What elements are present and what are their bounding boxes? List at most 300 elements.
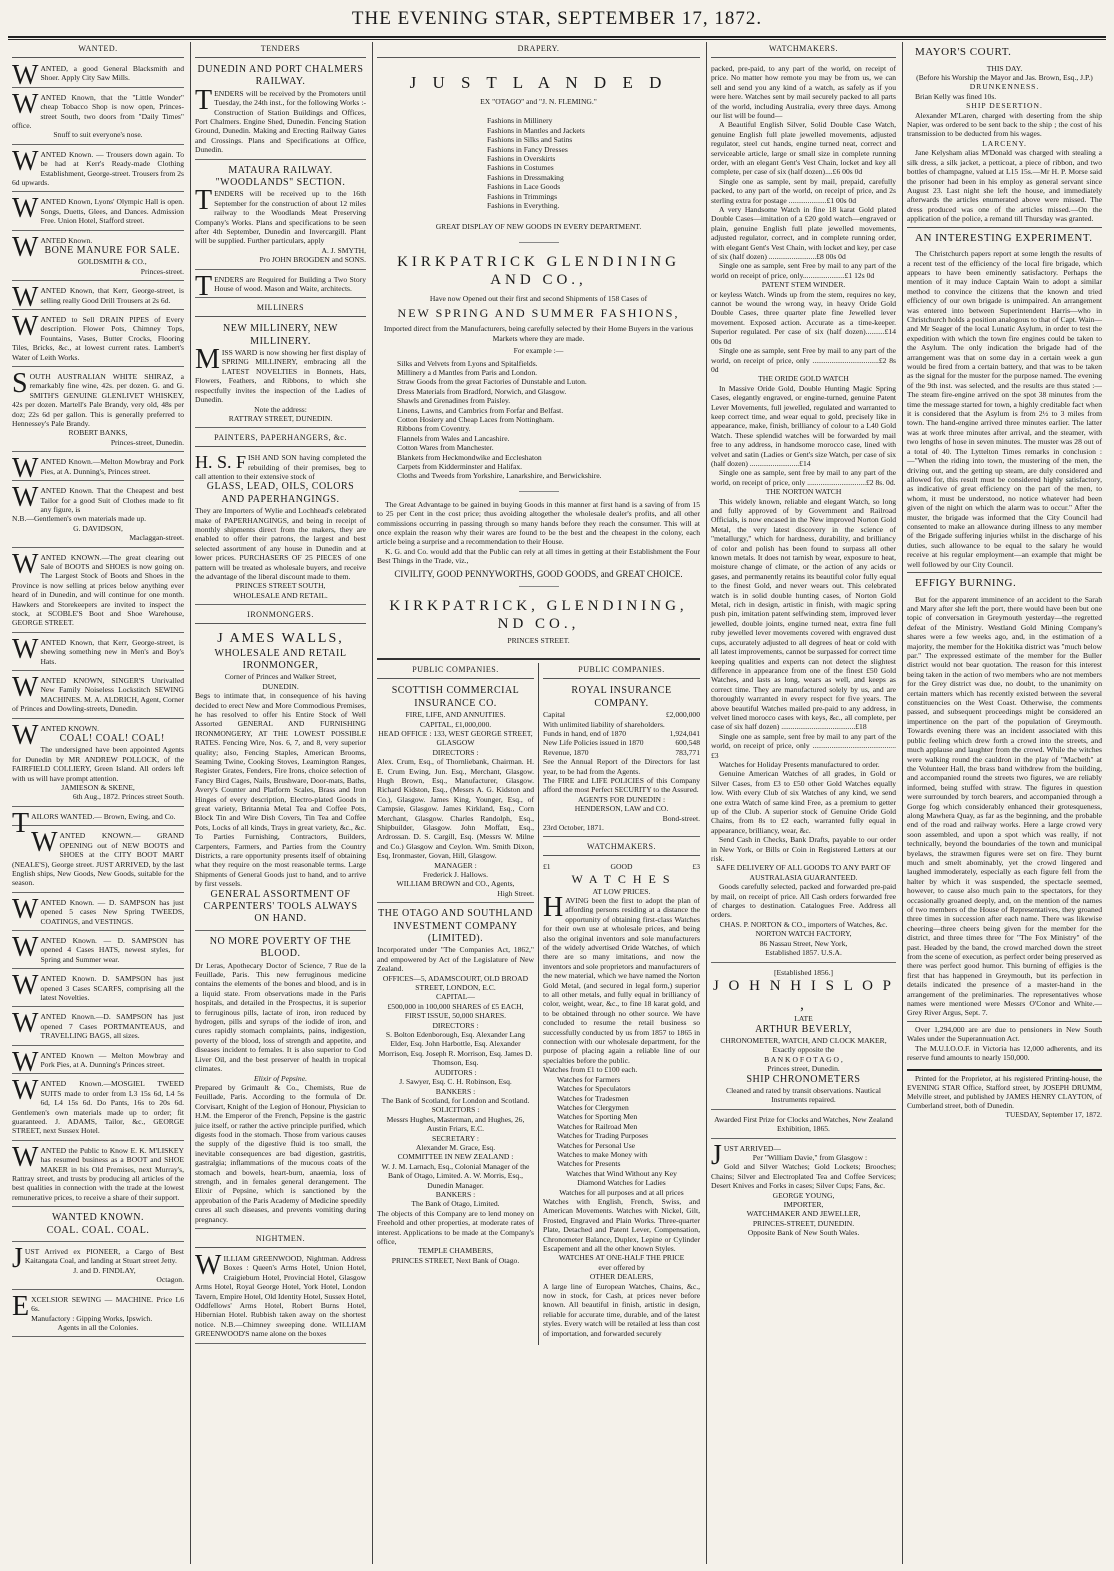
- drop-cap: W: [12, 548, 39, 580]
- divider: [519, 491, 559, 492]
- ad-text: ANTED Known. That the Cheapest and best Tailor for a good Suit of Clothes made to fit any figure, is: [40, 486, 184, 514]
- ad-text-line: [12, 145, 184, 188]
- wanted-ad: [12, 548, 184, 633]
- ad-text: Manufactory : Gipping Works, Ipswich.: [31, 1313, 153, 1323]
- ad-text: In Massive Oride Gold, Double Hunting Magic Spring Cases, elegantly engraved, or engine-turned, genuine Patent Lever Movements, full jewelled, regulated and warranted to keep correct time, and wear equal to gold, precisely like in appearance, make, finish, brilliancy of colour to a L40 Gold Watch. These splendid watches will be forwarded by mail free to any address, in handsome morocco case, lined with velvet and satin (Ladies or Gent's size Watch, per case of six (half dozen) ..........................£14: [711, 383, 896, 468]
- ad-text: This widely known, reliable and elegant Watch, so long and fully approved of by Government and Railroad Officials, is now encased in the New improved Norton Gold Metal, the very latest discovery in the science of "metallurgy," which for hardness, durability, and brilliancy of color and polish has been found to surpass all other known metals. It does not tarnish by wear, exposure to heat, moisture change of climate, or the action of any acids or gases, and permanently retains its beautiful color fully equal to the finest Gold, and never wears out. This celebrated watch is in solid double hunting cases, of Norton Gold Metal, rich in design, artistic in finish, with magic spring push pin, imitation patent selfwinding stem, improved lever jewelled, double joints, engine turned neat, extra fine full ruby jewelled lever movements covered with engraved dust cups, accurately adjusted to all degrees of heat or cold with all latest improvements, cannot be surpassed for correct time keeping qualities and experts can not detect the slightest difference in appearance from one of the finest £50 Gold Watches, and lasts as long, wears as well, and keeps as correct time. They are manufactured solely by us, and are thoroughly warranted in every respect for five years. The above beautiful Watches mailed pre-paid to any address, in velvet lined morocco cases with keys, &c., all complete, per case of six half dozen) .......................................£18: [711, 496, 896, 732]
- ad-text: They are Importers of Wylie and Lochhead's celebrated make of PAPERHANGINGS, and being in receipt of monthly shipments direct from the makers, they are enabled to offer their patrons, the largest and best selected assortment of any house in Dunedin and at lower prices. PURCHASERS OF 25 PIECES of one pattern will be treated as wholesale buyers, and receive the advantage of the liberal discount made to them.: [195, 506, 366, 582]
- section-header-watchmakers: WATCHMAKERS.: [543, 840, 700, 856]
- ad-text: ANTED the Public to Know E. K. M'LISKEY has resumed business as a BOOT and SHOE MAKER in his Old Premises, next Murray's, Rattray street, and trusts by producing all articles of the best qualities in connection with the trade at the lowest remunerative prices, to receive a share of their support.: [12, 1145, 184, 1202]
- ad-award: [711, 1113, 896, 1139]
- ad-text: ANTED to Sell DRAIN PIPES of Every description. Flower Pots, Chimney Tops, Fountains, Vases, Butter Crocks, Flooring Tiles, Bricks, &c., at lowest current rates. Lambert's Water of Leith Works.: [12, 315, 184, 362]
- ad-subhead: CAPITAL, £1,000,000.: [419, 719, 492, 729]
- drop-cap: T: [195, 84, 213, 116]
- ad-text: ENDERS will be received by the Promoters until Tuesday, the 24th inst., for the following Works :- Construction of Station Buildings and Offices, Port Chalmers. Engine Shed, Dunedin. Fencing Station Ground, Dunedin. Making and Erecting Railway Gates and Crossings. Plans and Specifications at Office, Dunedin.: [195, 88, 366, 155]
- list-item: Fashions in Overskirts: [487, 154, 556, 164]
- ad-text-line: [12, 453, 184, 485]
- ad-text-line: [195, 185, 366, 246]
- ad-text: Gold and Silver Watches; Gold Lockets; Brooches; Chains; Silver and Electroplated Tea and Coffee Services; Desert Knives and Forks in cases; Silver Cups; Fans, &c.: [711, 1162, 896, 1191]
- ad-text: W. J. M. Larnach, Esq., Colonial Manager of the Bank of Otago, Limited. A. W. Morris, Esq., Dunedin Manager.: [381, 1161, 530, 1190]
- ad-text-line: [12, 931, 184, 964]
- ad-text-line: [12, 59, 184, 91]
- ad-ironmonger: [195, 628, 366, 931]
- ad-sign: PRINCES STREET SOUTH,: [235, 581, 326, 591]
- divider: [519, 242, 559, 243]
- wanted-ad: [12, 484, 184, 547]
- ad-headline: O MORE POVERTY OF THE BLOOD.: [217, 935, 352, 960]
- section-header-public-companies: PUBLIC COMPANIES.: [377, 663, 534, 679]
- ad-text: ISH AND SON having completed the rebuilding of their premises, beg to call attention to their extensive stock of: [195, 453, 366, 482]
- list-item: Watches for Trading Purposes: [557, 1131, 649, 1141]
- price-label: GOOD: [610, 862, 633, 872]
- ad-text: Diamond Watches for Ladies: [577, 1178, 666, 1188]
- ad-address: PRINCES-STREET, DUNEDIN.: [752, 1218, 855, 1228]
- tender-ad: [195, 62, 366, 160]
- ad-text: Single one as sample, sent free by mail to any part of the world, on receipt of price, only ...............................£2 8s. 0d.: [711, 468, 896, 487]
- ad-headline: CIVILITY, GOOD PENNYWORTHS, GOOD GOODS, and GREAT CHOICE.: [394, 568, 683, 579]
- ad-headline: OYAL INSURANCE COMPANY.: [578, 685, 672, 709]
- ad-text-line: [12, 970, 184, 1002]
- ad-headline: KIRKPATRICK, GLENDINING, ND CO.,: [389, 597, 688, 633]
- ad-subhead: FIRE, LIFE, AND ANNUITIES.: [405, 710, 506, 720]
- divider: [519, 586, 559, 587]
- ad-text: J. Sawyer, Esq. C. H. Robinson, Esq.: [399, 1077, 512, 1087]
- ad-address: TEMPLE CHAMBERS,: [417, 1246, 494, 1256]
- ad-sign: Princes-street, Dunedin.: [110, 437, 184, 447]
- ad-sign: GEORGE YOUNG,: [772, 1190, 835, 1200]
- column-watchmakers: [706, 42, 900, 1564]
- headline-experiment: AN INTERESTING EXPERIMENT.: [915, 231, 1093, 244]
- ad-sign: HENDERSON, LAW and CO.: [574, 804, 669, 814]
- article-text: Over 1,294,000 are are due to pensioners in New South Wales under the Superannuation Act.: [907, 1024, 1102, 1044]
- list-item: Watches to make Money with: [557, 1149, 648, 1159]
- ad-sign: Maclaggan-street.: [129, 533, 184, 543]
- drop-cap: W: [12, 719, 39, 751]
- ad-subhead: £500,000 in 100,000 SHARES of £5 EACH, FIRST ISSUE, 50,000 SHARES.: [387, 1001, 524, 1021]
- drop-cap: J: [12, 1243, 23, 1275]
- table-row: [543, 710, 700, 719]
- list-item: Cotton Hosiery and Cheap Laces from Nottingham.: [397, 414, 555, 424]
- wanted-ads-list: [12, 59, 184, 1337]
- ad-address: Established 1857. U.S.A.: [765, 948, 842, 958]
- table-cell: £2,000,000: [665, 710, 700, 720]
- ad-text: ANTED Known.—D. SAMPSON has just opened 7 Cases PORTMANTEAUS, and TRAVELLING BAGS, all sizes.: [40, 1012, 184, 1041]
- ad-text-line: [12, 1046, 184, 1078]
- list-item: Carpets from Kidderminster and Halifax.: [397, 462, 523, 472]
- list-item: Flannels from Wales and Lancashire.: [397, 433, 510, 443]
- ad-text: Watches from £1 to £100 each.: [543, 1065, 638, 1075]
- ad-text: Imported direct from the Manufacturers, being carefully selected by their Home Buyers in the various Markets where they are made.: [383, 324, 694, 343]
- list-item: Millinery a d Mantles from Paris and London.: [397, 367, 538, 377]
- ad-text: Cleaned and rated by transit observations. Nautical Instruments repaired.: [726, 1085, 881, 1105]
- ad-sign: IMPORTER,: [783, 1199, 824, 1209]
- tenders-ads-list: [195, 62, 366, 302]
- wanted-ad: [12, 370, 184, 452]
- ad-millinery: [195, 321, 366, 428]
- ad-text-line: [12, 193, 184, 226]
- column-wanted: [8, 42, 188, 1564]
- ad-pepsine: [195, 934, 366, 1229]
- headline-effigy: EFFIGY BURNING.: [915, 576, 1017, 589]
- ad-address: 86 Nassau Street, New York,: [759, 938, 848, 948]
- ad-subhead: EX "OTAGO" and "J. N. FLEMING.": [480, 96, 597, 106]
- section-header-tenders: TENDERS: [195, 42, 366, 58]
- ad-text: ANTED Known. — D. SAMPSON has opened 4 Cases HATS, newest styles, for Spring and Summer wear.: [40, 935, 184, 964]
- section-header-drapery: DRAPERY.: [377, 42, 700, 58]
- ad-text: Single one as sample, sent by mail, prepaid, carefully packed, to any part of the world, on receipt of price, and 2s sterling extra for postage ....................£1 00s 0d: [711, 176, 896, 205]
- ad-text: Watches that Wind Without any Key: [566, 1168, 677, 1178]
- drop-cap: W: [12, 1075, 39, 1107]
- list-item: Watches for Personal Use: [557, 1140, 636, 1150]
- ad-text: Have now Opened out their first and second Shipments of 158 Cases of: [429, 294, 648, 304]
- ad-headline: HE OTAGO AND SOUTHLAND INVESTMENT COMPANY (LIMITED).: [384, 908, 533, 945]
- ad-text: Single one as sample, sent Free by mail to any part of the world, on receipt of price, only ...................................£2 8s 0d: [711, 346, 896, 374]
- ad-text: Frederick J. Hallows.: [423, 870, 488, 880]
- imprint: [907, 1069, 1102, 1119]
- wanted-ad: [12, 972, 184, 1007]
- drop-cap: W: [195, 1249, 222, 1281]
- list-item: Watches for Farmers: [557, 1074, 621, 1084]
- ad-text: ANTED Known — Melton Mowbray and Pork Pies, at A. Dunning's Princes street.: [40, 1050, 184, 1069]
- drop-cap: W: [12, 311, 39, 343]
- ad-drapery: [377, 62, 700, 656]
- ad-text: XCELSIOR SEWING — MACHINE. Price L6 6s.: [31, 1294, 184, 1314]
- ad-headline: NEW SPRING AND SUMMER FASHIONS,: [397, 306, 680, 321]
- list-item: Ribbons from Coventry.: [397, 424, 471, 434]
- ad-label: LATE: [794, 1014, 813, 1024]
- list-item: Fashions in Mantles and Jackets: [487, 125, 585, 135]
- subhead: LARCENY.: [982, 138, 1027, 148]
- wanted-ad: [12, 633, 184, 671]
- ad-text-line: [12, 88, 184, 131]
- ad-headline: BONE MANURE FOR SALE.: [44, 245, 180, 256]
- section-header-watchmakers: WATCHMAKERS.: [711, 42, 896, 58]
- ad-headline: GLASS, LEAD, OILS, COLORS AND PAPERHANGINGS.: [206, 481, 355, 505]
- divider: [907, 1021, 1102, 1022]
- ad-sign: Princes-street.: [140, 266, 184, 276]
- ad-label: COMMITTEE IN NEW ZEALAND :: [397, 1152, 514, 1162]
- ad-text: Watches for Holiday Presents manufactured to order.: [719, 759, 880, 769]
- masthead: THE EVENING STAR, SEPTEMBER 17, 1872.: [351, 8, 763, 29]
- ad-text-line: [12, 1075, 184, 1136]
- list-item: Cloths and Tweeds from Yorkshire, Lanarkshire, and Berwickshire.: [397, 471, 602, 481]
- table-row: [543, 748, 700, 757]
- ad-text: Send Cash in Checks, Bank Drafts, payable to our order in New York, or Bills or Coin in Registered Letters at our risk.: [711, 835, 896, 864]
- ad-text: Agents in all the Colonies.: [57, 1322, 139, 1332]
- ad-headline: KIRKPATRICK GLENDINING AND CO.,: [397, 253, 680, 289]
- ad-text: ANTED Known. — D. SAMPSON has just opened 5 cases New Spring TWEEDS, COATINGS, and VESTINGS.: [40, 897, 184, 926]
- ad-text-line: [12, 633, 184, 666]
- ad-address: PRINCES STREET, Next Bank of Otago.: [391, 1255, 520, 1265]
- ad-text: S. Bolton Edenborough, Esq. Alexander Lang Elder, Esq. John Harbottle, Esq. Alexander Morrison, Esq. Joseph R. Morrison, Esq. James D. Thomson, Esq.: [378, 1030, 533, 1068]
- ad-text: Dr Leras, Apothecary Doctor of Science, 7 Rue de la Feuillade, Paris. This new ferruginous medicine contains the elements of the bones and blood, and is in a liquid state. From observations made in the Paris hospitals, and detailed in the Prospectus, it is superior to ferruginous pills, lactate of iron, iron reduced by hydrogen, pills and syrups of the iodide of iron, and cures rapidly stomach complaints, pains, indigestion, poverty of the blood, loss of strength and appetite, and diseases incident to females. It is also superior to Cod Liver Oil, and the best preserver of health in tropical climates.: [195, 960, 366, 1074]
- ad-headline: GENERAL ASSORTMENT OF CARPENTERS' TOOLS ALWAYS ON HAND.: [203, 888, 358, 925]
- article-text: Alexander M'Laren, charged with deserting from the ship Napier, was ordered to be sent back to the ship ; the cost of his transmission to be deducted from his wages.: [907, 110, 1102, 139]
- ad-text: Watches with English, French, Swiss, and American Movements. Watches with Nickel, Gilt, Frosted, Engraved and Plain Works. Three-quarter Plate, Detached and Patent Lever, Compensation, Chronometer Balance, Duplex, Lepine or Cylinder Escapement and all the other known Styles.: [543, 1196, 700, 1254]
- section-header-nightmen: NIGHTMEN.: [195, 1232, 366, 1248]
- ad-headline: GREAT DISPLAY OF NEW GOODS IN EVERY DEPARTMENT.: [435, 222, 642, 232]
- drop-cap: W: [12, 970, 39, 1002]
- ad-text: ENDERS will be received up to the 16th September for the construction of about 12 miles railway to the Woodlands Meat Preserving Company's Works. Plans and specifications to be seen after 4th September, Dunedin and Invercargill. Plant will be supplied. Further particulars, apply: [195, 189, 366, 246]
- divider: [907, 572, 1102, 573]
- drop-cap: T: [195, 185, 213, 217]
- ad-text-line: [12, 548, 184, 628]
- ad-text: ANTED Known, that Kerr, George-street, is selling really Good Drill Trousers at 2s 6d.: [40, 286, 184, 305]
- drop-cap: W: [12, 1141, 39, 1173]
- drop-cap: T: [12, 807, 30, 839]
- ad-text: ANTED KNOWN.—The great clearing out Sale of BOOTS and SHOES is now going on. The Largest Stock of Boots and Shoes in the Province is now selling at prices below anything ever heard of in Dunedin, and will continue for one month. Hawkers and Storekeepers are invited to inspect the stock, at SCOBLE'S Boot and Shoe Warehouse, GEORGE STREET.: [12, 552, 184, 628]
- wanted-ad: [12, 674, 184, 719]
- ad-label: BANKERS :: [435, 1086, 476, 1096]
- ad-headline: W A T C H E S: [571, 871, 672, 886]
- subcolumns: [373, 663, 704, 1345]
- ad-label: AGENTS FOR DUNEDIN :: [577, 794, 666, 804]
- section-header-public-companies: PUBLIC COMPANIES.: [543, 663, 700, 679]
- ad-text-line: [12, 482, 184, 514]
- drop-cap: W: [31, 827, 58, 859]
- top-rule: [8, 36, 1106, 40]
- wanted-ad: [12, 59, 184, 91]
- headline-mayors-court: MAYOR'S COURT.: [915, 46, 1012, 58]
- table-cell: New Life Policies issued in 1870: [543, 738, 644, 748]
- ad-text: The undersigned have been appointed Agents for Dunedin by MR ANDREW POLLOCK, of the FAIRFIELD COLLIERY, Green Island. All orders left with us will have prompt attention.: [12, 745, 184, 783]
- wanted-ad: [12, 1290, 184, 1338]
- list-item: Fashions in Fancy Dresses: [487, 144, 568, 154]
- wanted-ad: [12, 453, 184, 485]
- list-item: Cotton Wares from Manchester.: [397, 443, 494, 453]
- ad-text: UST Arrived ex PIONEER, a Cargo of Best Kaitangata Coal, and landing at Stuart street Jetty.: [24, 1247, 184, 1266]
- ad-sign: GOLDSMITH & CO.,: [77, 257, 147, 267]
- ad-label: [Established 1856.]: [773, 967, 834, 977]
- ad-sign: Octagon.: [156, 1275, 184, 1285]
- ad-text-line: [195, 84, 366, 155]
- ad-label: DIRECTORS :: [432, 1020, 479, 1030]
- ad-nightman: [195, 1249, 366, 1344]
- wanted-ad: [12, 1010, 184, 1045]
- drop-cap: W: [12, 453, 39, 485]
- ad-headline: J U S T L A N D E D: [409, 72, 668, 92]
- ad-sign: 6th Aug., 1872. Princes street South.: [72, 792, 184, 802]
- list-item: Blankets from Heckmondwike and Eccleshaton: [397, 452, 542, 462]
- ad-headline: J O H N H I S L O P ,: [712, 977, 895, 1013]
- ad-sign: Bond-street.: [662, 813, 700, 823]
- ad-address: DUNEDIN.: [262, 681, 299, 691]
- ad-text-line: [12, 672, 184, 714]
- ad-headline: DUNEDIN AND PORT CHALMERS RAILWAY.: [197, 63, 364, 88]
- wanted-ad: [12, 145, 184, 193]
- ad-sign: J. and D. FINDLAY,: [73, 1265, 136, 1275]
- wanted-ad: [12, 1141, 184, 1207]
- ad-text: packed, pre-paid, to any part of the world, on receipt of price. No matter how remote you may be from us, we can sell and send you any kind of a watch, as safely as if you were here. Watches sent by mail securely packed to all parts of the world, including Australia, every three days. Among our list will be found—: [711, 63, 896, 120]
- ad-text: A large line of European Watches, Chains, &c., now in stock, for Cash, at prices never before known. All beautiful in finish, artistic in design, reliable for accurate time, durable, and of the latest styles. Every watch will be retailed at less than cost of importation, and forwarded securely: [543, 1281, 700, 1338]
- ad-subhead: PATENT STEM WINDER.: [761, 280, 846, 290]
- ad-subhead: THE NORTON WATCH: [765, 487, 842, 497]
- ad-headline: AMES WALLS,: [229, 631, 344, 647]
- section-header-painters: PAINTERS, PAPERHANGERS, &c.: [195, 431, 366, 447]
- imprint-date: TUESDAY, September 17, 1872.: [1005, 1109, 1102, 1119]
- ad-text-line: [195, 270, 366, 302]
- ad-text: The Great Advantage to be gained in buying Goods in this manner at first hand is a saving of from 15 to 25 per Cent in the cost price; thus avoiding altogether the wholesale dealer's profits, and all other commissions occurring in passing through so many hands before they reach the consumer. This will at once explain the reason why their wares are found to be the best and the cheapest in the colony, each article being a surprise and a recommendation to their House.: [377, 499, 700, 547]
- ad-text: Snuff to suit everyone's nose.: [53, 130, 143, 140]
- subcolumn-public-companies: [373, 663, 538, 1345]
- watches-list: [543, 1075, 700, 1169]
- price-row: [543, 862, 700, 871]
- drop-cap: S: [391, 685, 398, 697]
- wanted-ad: [12, 195, 184, 230]
- ad-date: 23rd October, 1871.: [543, 822, 604, 832]
- drop-cap: W: [12, 1046, 39, 1078]
- ad-text-line: [12, 311, 184, 362]
- drop-cap: W: [12, 231, 39, 263]
- ad-text-line: [12, 1141, 184, 1202]
- ad-text: ever offered by: [598, 1262, 645, 1272]
- list-item: Fashions in Silks and Satins: [487, 135, 573, 145]
- section-header-wanted: WANTED.: [12, 42, 184, 58]
- ad-text: Awarded First Prize for Clocks and Watches, New Zealand Exhibition, 1865.: [714, 1114, 893, 1134]
- drop-cap: W: [12, 145, 39, 177]
- ad-hislop: [711, 966, 896, 1110]
- drop-cap: W: [12, 893, 39, 925]
- drop-cap: H. S. F: [195, 452, 247, 473]
- drop-cap: J: [711, 1139, 722, 1171]
- ad-text: Princes street, Dunedin.: [767, 1064, 840, 1074]
- drop-cap: S: [12, 368, 28, 400]
- drop-cap: T: [378, 908, 385, 920]
- subhead: THIS DAY.: [986, 63, 1023, 73]
- table-row: [543, 738, 700, 747]
- ad-text: A Beautiful English Silver, Solid Double Case Watch, genuine English full plate jewelled movements, adjusted regulator, steel cut hands, engine turned neat, correct and serviceable article, large or small size in complete running order, with an elegant Gent's Vest Chain, locket and key all complete, per case of six (half dozen)....£6 00s 0d: [711, 120, 896, 177]
- ad-headline: OTHER DEALERS,: [589, 1272, 654, 1282]
- ad-headline: COAL! COAL! COAL!: [59, 733, 165, 745]
- drop-cap: R: [571, 685, 579, 697]
- drop-cap: W: [12, 59, 39, 91]
- ad-subhead: ARTHUR BEVERLY,: [755, 1023, 852, 1035]
- ad-text: Watches for all purposes and at all prices: [559, 1187, 684, 1197]
- ad-subhead: B A N K O F O T A G O ,: [764, 1054, 843, 1064]
- ad-text: N.B.—Gentlemen's own materials made up.: [12, 514, 147, 524]
- ad-text: Begs to intimate that, in consequence of his having decided to erect New and More Commodious Premises, he has resolved to offer his Entire Stock of Well Assorted GENERAL AND FURNISHING IRONMONGERY, AT THE LOWEST POSSIBLE RATES. Fencing Wire, Nos. 6, 7, and 8, very superior quality; also, Fencing Staples, American Brooms, Seaming Twine, Cooking Stoves, Leamington Ranges, Register Grates, Fenders, Fire Irons, choice selection of Fancy Bird Cages, Nails, Brushware, Door-mats, Baths, Avery's Counter and Platform Scales, Brass and Iron Hinges of every description, Electro-plated Goods in great variety, Britannia Metal Tea and Coffee Pots, Block Tin and Wire Dish Covers, Tin Tea and Coffee Pots, Locks of all kinds, Trays in great variety, &c., &c. To Parties Furnishing, Contractors, Builders, Carpenters, Farmers, and Parties from the Country Districts, a rare opportunity presents itself of obtaining what they require on the most reasonable terms. Large Shipments of General Goods just to hand, and to arrive by first vessels.: [195, 691, 366, 889]
- list-item: Fashions in Costumes: [487, 163, 554, 173]
- ad-text: See the Annual Report of the Directors for last year, to be had from the Agents.: [543, 757, 700, 776]
- article-text: Brian Kelly was fined 10s.: [915, 91, 997, 101]
- ad-text: ANTED Known, that Kerr, George-street, is shewing something new in Men's and Boy's Hats.: [40, 637, 184, 666]
- subcolumn-insurance-watches: [538, 663, 704, 1345]
- ad-text: A very Handsome Watch in fine 18 karat Gold plated Double Cases—imitation of a £20 gold watch—engraved or plain, genuine English full plate jewelled movements, adjusted regulator, correct, and in complete running order, with elegant Gent's Vest Chain, with locket and key, per case of six (half dozen) .........................£8 00s 0d: [711, 205, 896, 262]
- ad-headline: MATAURA RAILWAY.: [228, 164, 333, 176]
- table-row: [543, 720, 700, 729]
- drop-cap: M: [195, 344, 220, 376]
- price-high: £3: [692, 862, 700, 872]
- list-item: Straw Goods from the great Factories of Dunstable and Luton.: [397, 377, 587, 387]
- ad-sign: WILLIAM BROWN and CO., Agents,: [396, 879, 515, 889]
- ad-label: CAPITAL—: [435, 992, 476, 1002]
- ad-headline: WATCHES AT ONE-HALF THE PRICE: [558, 1253, 685, 1263]
- table-cell: 783,771: [675, 747, 700, 757]
- ad-text-line: [12, 368, 184, 429]
- ad-subhead: Elixir of Pepsine.: [254, 1073, 307, 1083]
- subhead: SHIP DESERTION.: [966, 101, 1043, 111]
- insurance-figures: [543, 710, 700, 757]
- list-item: Watches for Clergymen: [557, 1102, 629, 1112]
- drop-cap: N: [209, 935, 218, 947]
- ad-headline: UST ARRIVED—: [723, 1143, 781, 1153]
- list-item: Fashions in Dressmaking: [487, 172, 564, 182]
- column-news: [902, 42, 1106, 1564]
- list-item: Watches for Railroad Men: [557, 1121, 638, 1131]
- ad-headline: COTTISH COMMERCIAL INSURANCE CO.: [397, 685, 520, 709]
- wanted-ad: [12, 313, 184, 367]
- imprint-text: Printed for the Proprietor, at his registered Printing-house, the EVENING STAR Office, Stafford street, by JOSEPH DRUMM, Melville street, and published by JAMES HENRY CLAYTON, of Cumberland street, both of Dunedin.: [907, 1073, 1102, 1110]
- drop-cap: W: [12, 88, 39, 120]
- ad-watches: [543, 860, 700, 1342]
- ad-sign: Pro JOHN BROGDEN and SONS.: [259, 255, 366, 265]
- fashions-list: [377, 116, 700, 210]
- table-cell: 600,548: [675, 738, 700, 748]
- ad-subhead: SHIP CHRONOMETERS: [746, 1073, 861, 1085]
- list-item: Watches for Sporting Men: [557, 1112, 638, 1122]
- ad-sign: G. DAVIDSON,: [73, 523, 123, 533]
- ad-norton-watches: [711, 62, 896, 963]
- ad-text: Alex. Crum, Esq., of Thornliebank, Chairman. H. E. Crum Ewing, Jun. Esq., Merchant, Glasgow. Hugh Brown, Esq., Manufacturer, Glasgow. Richard Kidston, Esq., (Messrs A. G. Kidston and Co.), Glasgow. James King, Younger, Esq., of Campsie, Glasgow. James Kirkland, Esq., Corn Merchant, Glasgow. Charles Randolph, Esq., Shipbuilder, Glasgow. John Moffatt, Esq., Ardrossan. D. S. Cargill, Esq. (Messrs W. Milne and Co.) Glasgow and Ceylon. Wm. Smith Dixon, Esq, Ironmaster, Govan, Hill, Glasgow.: [377, 757, 534, 861]
- ad-text: ANTED KNOWN.: [40, 723, 100, 733]
- ad-sign: NORTON WATCH FACTORY,: [755, 929, 852, 939]
- table-cell: With unlimited liability of shareholders.: [543, 719, 665, 729]
- drop-cap: W: [12, 931, 39, 963]
- tender-ad: [195, 163, 366, 270]
- ad-text: ANTED Known. — Trousers down again. To be had at Kerr's Ready-made Clothing Establishment, George-street. Trousers from 2s 6d upwards.: [12, 149, 184, 187]
- drop-cap: E: [12, 1290, 30, 1322]
- column-tenders: [190, 42, 370, 1564]
- ad-text: Genuine American Watches of all grades, in Gold or Silver Cases, from £3 to £50 other Gold Watches equally low. With every Club of six Watches of any kind, we send one extra Watch of same kind Free, as a premium to getter up of the Club. A superior stock of Genuine Oride Gold Chains, from 8s to £2 each, warranted fully equal in appearance, brilliancy, wear, &c.: [711, 769, 896, 835]
- wanted-ad: [12, 1210, 184, 1242]
- wanted-ad: [12, 1245, 184, 1290]
- list-item: Watches for Tradesmen: [557, 1093, 629, 1103]
- ad-text: ANTED KNOWN, SINGER'S Unrivalled New Family Noiseless Lockstitch SEWING MACHINES. M. A. ALDRICH, Agent, Corner of Princes and Dowling-streets, Dunedin.: [12, 676, 184, 714]
- ad-text: Prepared by Grimault & Co., Chemists, Rue de Feuillade, Paris. According to the formula of Dr. Corvisart, Knight of the Legion of Honour, Physician to H.M. the Emperor of the French, Pepsine is the gastric juice itself, or rather the active principle purified, which digests food in the stomach. Those from various causes the supply of the digestive fluid is too small, the inevitable consequences are bad digestion, gastritis, gastralgia; inflammations of the mucous coats of the stomach and bowels, heart-burn, anaemia, loss of strength, and in females general derangement. The Elixir of Pepsine, which is sanctioned by the approbation of the Paris Academy of Medicine speedily cures all such diseases, and prevents vomiting during pregnancy.: [195, 1082, 366, 1224]
- wanted-ad: [12, 931, 184, 969]
- table-cell: Funds in hand, end of 1870: [543, 728, 627, 738]
- ad-text-line: [12, 827, 184, 888]
- drop-cap: W: [12, 193, 39, 225]
- wanted-ad: [12, 719, 184, 807]
- ad-royal-insurance: [543, 683, 700, 837]
- wanted-ad: [12, 829, 184, 892]
- ad-headline: "WOODLANDS" SECTION.: [215, 176, 346, 188]
- ad-headline: SAFE DELIVERY OF ALL GOODS TO ANY PART OF AUSTRALASIA GUARANTEED.: [716, 863, 891, 882]
- section-header-ironmongers: IRONMONGERS.: [195, 608, 366, 624]
- ad-subhead: CHRONOMETER, WATCH, AND CLOCK MAKER,: [720, 1035, 887, 1045]
- ad-sign: CHAS. P. NORTON & CO., importers of Watches, &c.: [719, 919, 888, 929]
- divider: [907, 227, 1102, 228]
- ad-text: The objects of this Company are to lend money on Freehold and other properties, at moderate rates of interest. Applications to be made at the Company's office,: [377, 1208, 534, 1246]
- ad-text: For example :—: [513, 346, 564, 356]
- ad-text: The FIRE and LIFE POLICIES of this Company afford the most Perfect SECURITY to the Assured.: [543, 775, 700, 795]
- drop-cap: W: [12, 282, 39, 314]
- article-text: The M.U.I.O.O.F. in Victoria has 12,000 adherents, and its reserve fund amounts to nearly 150,000.: [907, 1043, 1102, 1063]
- ad-sign: ROBERT BANKS,: [68, 428, 128, 438]
- wanted-ad: [12, 88, 184, 145]
- rule: [377, 658, 700, 660]
- ad-text: K. G. and Co. would add that the Public can rely at all times in getting at their Establishment the Four Best Things in the Trade, viz.,: [377, 546, 700, 566]
- drop-cap: J: [217, 631, 225, 647]
- table-cell: 1,924,041: [669, 728, 700, 738]
- ad-text: AVING been the first to adopt the plan of affording persons residing at a distance the opportunity of obtaining first-class Watches for their own use at wholesale prices, and being also the original inventors and sole manufacturers of the widely advertised Oride Watches, of which there are so many imitations, and now the inventors and sole proprietors and manufacturers of the new material, which we have named the Norton Gold Metal, (and secured in legal form,) superior to all other metals, and fully equal in brilliancy of color, weight, wear, &c., to fine 18 karat gold, and to be obtained through no other source. We have concluded to resume the retail business so successfully conducted by us from 1857 to 1865 in connection with our wholesale department, for the purpose of placing again a reliable line of our specialties before the public.: [543, 895, 700, 1065]
- tender-ad: [195, 270, 366, 302]
- table-cell: Revenue, 1870: [543, 747, 589, 757]
- ad-text: or keyless Watch. Winds up from the stem, requires no key, cannot be wound the wrong way, in heavy Oride Gold Double Cases, three quarter plate fine Jewelled lever movement. Exposed action. Accurate as a time-keeper. Superior regulated. Per case of six (half dozen)..........£14 00s 0d: [711, 289, 896, 346]
- ad-text: ENDERS are Required for Building a Two Story House of wood. Mason and Waite, architects.: [214, 274, 366, 293]
- ad-text: Per "William Davie," from Glasgow :: [752, 1152, 868, 1162]
